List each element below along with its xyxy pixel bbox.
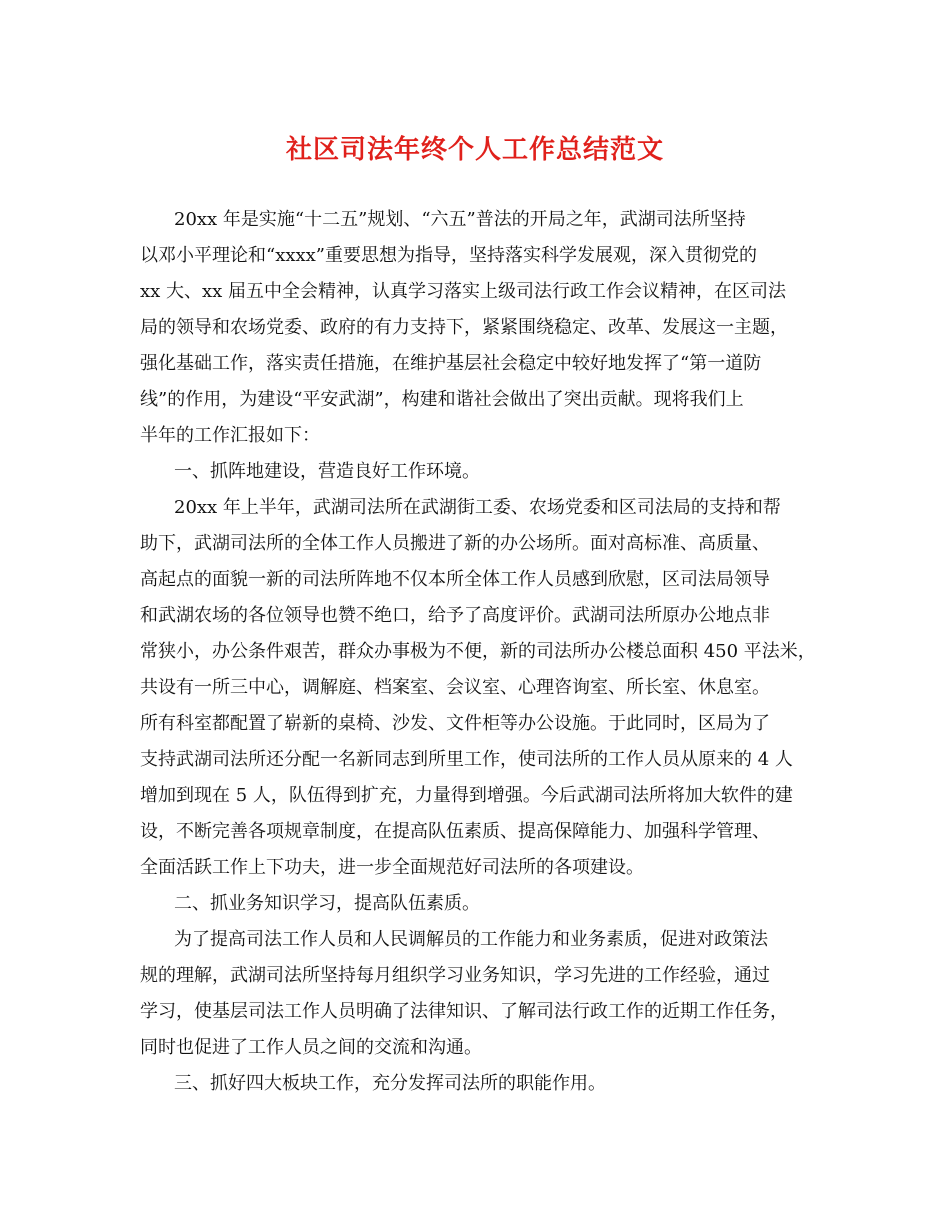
paragraph-line: 全面活跃工作上下功夫，进一步全面规范好司法所的各项建设。 bbox=[140, 857, 644, 878]
section-heading-1: 一、抓阵地建设，营造良好工作环境。 bbox=[174, 461, 480, 482]
section-heading-3: 三、抓好四大板块工作，充分发挥司法所的职能作用。 bbox=[174, 1073, 606, 1094]
paragraph-line: 学习，使基层司法工作人员明确了法律知识、了解司法行政工作的近期工作任务， bbox=[140, 1001, 788, 1022]
document-title: 社区司法年终个人工作总结范文 bbox=[285, 135, 664, 165]
paragraph-line: 支持武湖司法所还分配一名新同志到所里工作，使司法所的工作人员从原来的 4 人 bbox=[140, 749, 793, 770]
paragraph-line: 同时也促进了工作人员之间的交流和沟通。 bbox=[140, 1037, 482, 1058]
paragraph-line: 所有科室都配置了崭新的桌椅、沙发、文件柜等办公设施。于此同时，区局为了 bbox=[140, 713, 770, 734]
paragraph-line: 20xx 年是实施“十二五”规划、“六五”普法的开局之年，武湖司法所坚持 bbox=[174, 209, 746, 230]
paragraph-line: 为了提高司法工作人员和人民调解员的工作能力和业务素质，促进对政策法 bbox=[174, 929, 768, 950]
paragraph-line: 强化基础工作，落实责任措施，在维护基层社会稳定中较好地发挥了“第一道防 bbox=[140, 353, 762, 374]
paragraph-line: 助下，武湖司法所的全体工作人员搬进了新的办公场所。面对高标准、高质量、 bbox=[140, 533, 770, 554]
paragraph-line: 和武湖农场的各位领导也赞不绝口，给予了高度评价。武湖司法所原办公地点非 bbox=[140, 605, 770, 626]
paragraph-line: 增加到现在 5 人，队伍得到扩充，力量得到增强。今后武湖司法所将加大软件的建 bbox=[140, 785, 793, 806]
section-heading-2: 二、抓业务知识学习，提高队伍素质。 bbox=[174, 893, 480, 914]
paragraph-line: 以邓小平理论和“xxxx”重要思想为指导，坚持落实科学发展观，深入贯彻党的 bbox=[140, 245, 758, 266]
paragraph-line: 规的理解，武湖司法所坚持每月组织学习业务知识，学习先进的工作经验，通过 bbox=[140, 965, 770, 986]
paragraph-line: 线”的作用，为建设“平安武湖”，构建和谐社会做出了突出贡献。现将我们上 bbox=[140, 389, 744, 410]
paragraph-line: 局的领导和农场党委、政府的有力支持下，紧紧围绕稳定、改革、发展这一主题， bbox=[140, 317, 788, 338]
paragraph-line: 常狭小，办公条件艰苦，群众办事极为不便，新的司法所办公楼总面积 450 平法米， bbox=[140, 641, 816, 662]
paragraph-line: xx 大、xx 届五中全会精神，认真学习落实上级司法行政工作会议精神，在区司法 bbox=[140, 281, 787, 302]
paragraph-line: 设，不断完善各项规章制度，在提高队伍素质、提高保障能力、加强科学管理、 bbox=[140, 821, 770, 842]
paragraph-line: 20xx 年上半年，武湖司法所在武湖街工委、农场党委和区司法局的支持和帮 bbox=[174, 497, 781, 518]
paragraph-line: 高起点的面貌一新的司法所阵地不仅本所全体工作人员感到欣慰，区司法局领导 bbox=[140, 569, 770, 590]
paragraph-line: 半年的工作汇报如下： bbox=[140, 425, 320, 446]
paragraph-line: 共设有一所三中心，调解庭、档案室、会议室、心理咨询室、所长室、休息室。 bbox=[140, 677, 770, 698]
